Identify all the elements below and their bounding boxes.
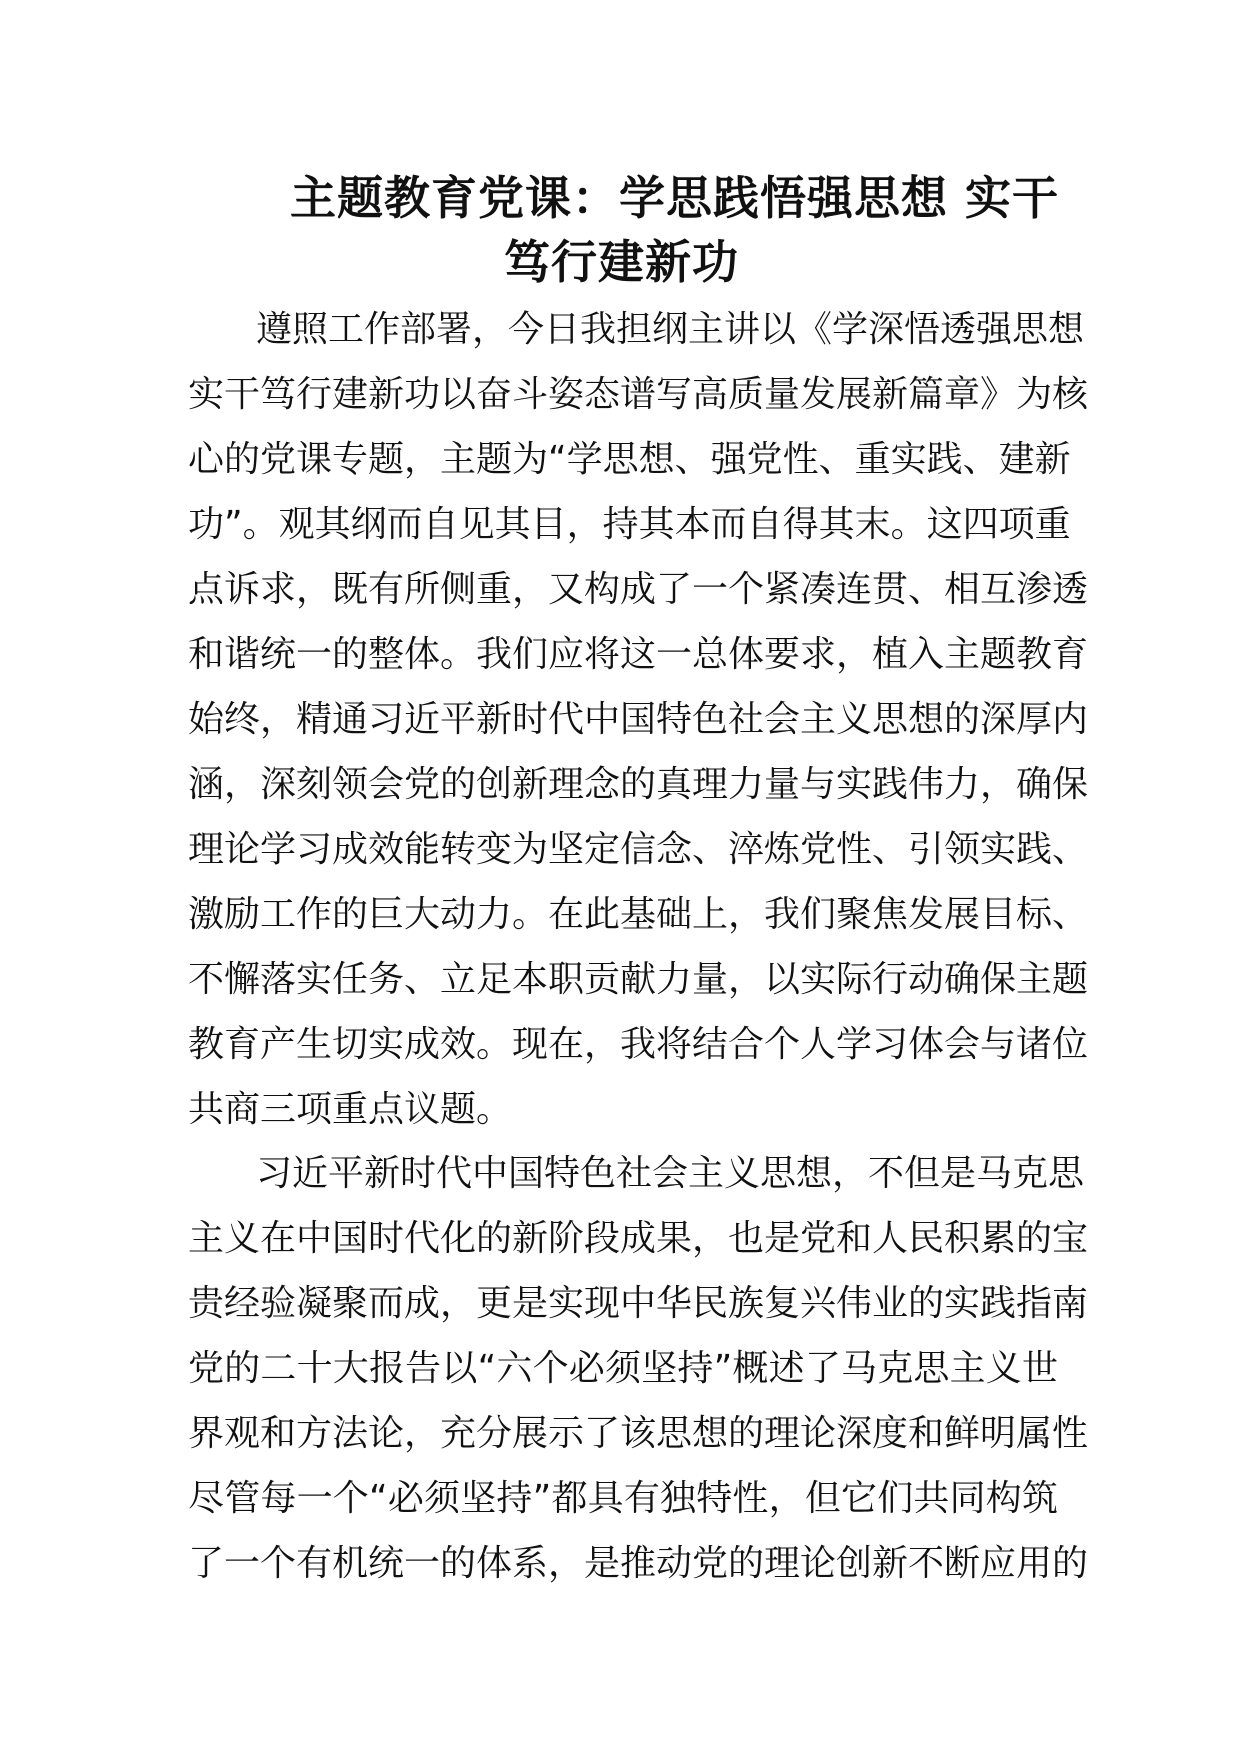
paragraph-line: 界观和方法论，充分展示了该思想的理论深度和鲜明属性: [188, 1413, 1089, 1454]
paragraph-line: 功”。观其纲而自见其目，持其本而自得其末。这四项重: [188, 504, 1071, 545]
paragraph-line: 共商三项重点议题。: [188, 1089, 513, 1130]
paragraph-line: 尽管每一个“必须坚持”都具有独特性，但它们共同构筑: [188, 1478, 1058, 1519]
paragraph-line: 涵，深刻领会党的创新理念的真理力量与实践伟力，确保: [188, 764, 1089, 805]
paragraph-line: 激励工作的巨大动力。在此基础上，我们聚焦发展目标、: [188, 894, 1089, 935]
paragraph-line: 党的二十大报告以“六个必须坚持”概述了马克思主义世: [188, 1348, 1058, 1389]
document-title-line-2: 笃行建新功: [504, 235, 739, 289]
paragraph-line: 始终，精通习近平新时代中国特色社会主义思想的深厚内: [188, 699, 1089, 740]
paragraph-line: 和谐统一的整体。我们应将这一总体要求，植入主题教育: [188, 634, 1089, 675]
paragraph-line: 不懈落实任务、立足本职贡献力量，以实际行动确保主题: [188, 959, 1089, 1000]
paragraph-line: 贵经验凝聚而成，更是实现中华民族复兴伟业的实践指南: [188, 1283, 1089, 1324]
paragraph-2: [188, 1141, 1089, 1596]
paragraph-line: 理论学习成效能转变为坚定信念、淬炼党性、引领实践、: [188, 829, 1089, 870]
paragraph-line: 了一个有机统一的体系，是推动党的理论创新不断应用的: [188, 1543, 1089, 1584]
document-title-line-1: 主题教育党课：学思践悟强思想 实干: [290, 171, 1060, 225]
paragraph-line: 教育产生切实成效。现在，我将结合个人学习体会与诸位: [188, 1024, 1089, 1065]
paragraph-line: 心的党课专题，主题为“学思想、强党性、重实践、建新: [188, 439, 1071, 480]
paragraph-line: 习近平新时代中国特色社会主义思想，不但是马克思: [256, 1153, 1085, 1194]
paragraph-line: 遵照工作部署，今日我担纲主讲以《学深悟透强思想: [256, 309, 1085, 350]
paragraph-line: 实干笃行建新功以奋斗姿态谱写高质量发展新篇章》为核: [188, 374, 1089, 415]
paragraph-1: [188, 297, 1089, 1142]
paragraph-line: 点诉求，既有所侧重，又构成了一个紧凑连贯、相互渗透: [188, 569, 1089, 610]
paragraph-line: 主义在中国时代化的新阶段成果，也是党和人民积累的宝: [188, 1218, 1089, 1259]
